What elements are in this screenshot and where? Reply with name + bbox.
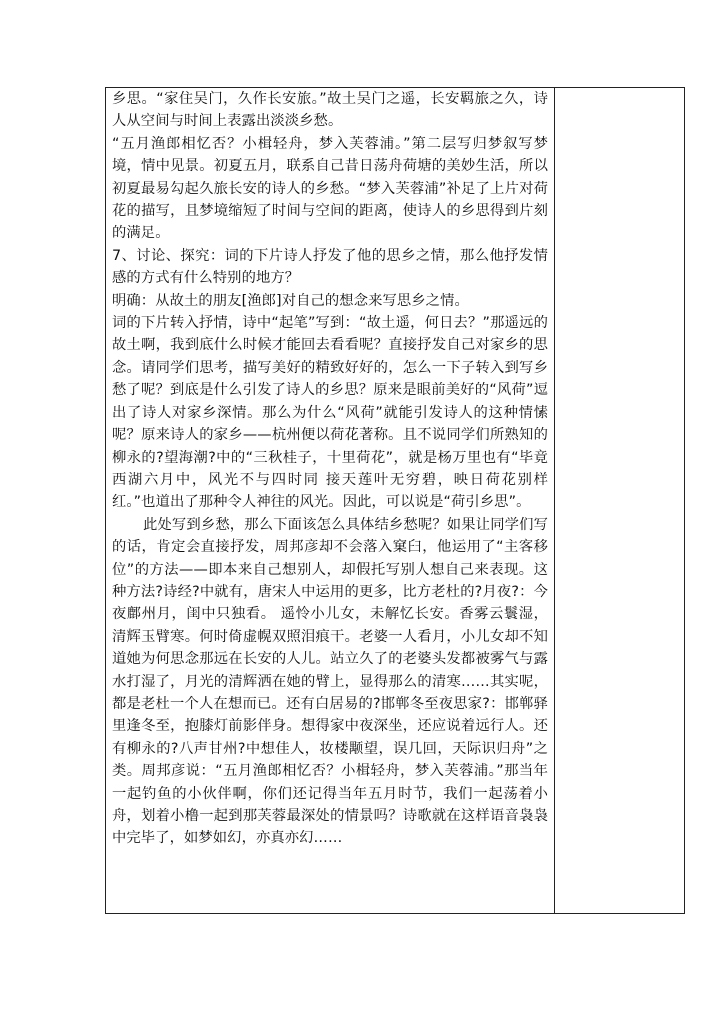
paragraph-4: 明确：从故土的朋友[渔郎]对自己的想念来写思乡之情。 <box>112 292 469 309</box>
notes-cell <box>555 88 684 913</box>
paragraph-2: “五月渔郎相忆否？小楫轻舟，梦入芙蓉浦。”第二层写归梦叙写梦境，情中见景。初夏五月，联系自己昔日荡舟荷塘的美妙生活，所以初夏最易勾起久旅长安的诗人的乡愁。“梦入芙蓉浦”补足了上片对荷花的描写，且梦境缩短了时间与空间的距离，使诗人的乡思得到片刻的满足。 <box>112 135 548 242</box>
lesson-table <box>105 87 685 914</box>
paragraph-5: 词的下片转入抒情，诗中“起笔”写到：“故土遥，何日去？”那遥远的故土啊，我到底什么时候才能回去看看呢？直接抒发自己对家乡的思念。请同学们思考，描写美好的精致好好的，怎么一下子转入到写乡愁了呢？到底是什么引发了诗人的乡思？原来是眼前美好的“风荷”逗出了诗人对家乡深情。那么为什么“风荷”就能引发诗人的这种情愫呢？原来诗人的家乡——杭州便以荷花著称。且不说同学们所熟知的柳永的?望海潮?中的“三秋桂子，十里荷花”，就是杨万里也有“毕竟西湖六月中，风光不与四时同 接天莲叶无穷碧，映日荷花别样红。”也道出了那种令人神往的风光。因此，可以说是“荷引乡思”。 <box>112 315 548 511</box>
paragraph-6: 此处写到乡愁，那么下面该怎么具体结乡愁呢？如果让同学们写的话，肯定会直接抒发，周邦彦却不会落入窠臼，他运用了“主客移位”的方法——即本来自己想别人，却假托写别人想自己来表现。这种方法?诗经?中就有，唐宋人中运用的更多，比方老杜的?月夜?：今夜鄜州月，闺中只独看。 遥怜小儿女，未解忆长安。香雾云鬟湿，清辉玉臂寒。何时倚虚幌双照泪痕干。老婆一人看月，小儿女却不知道她为何思念那远在长安的人儿。站立久了的老婆头发都被雾气与露水打湿了，月光的清辉洒在她的臂上，显得那么的清寒……其实呢，都是老杜一个人在想而已。还有白居易的?邯郸冬至夜思家?：邯郸驿里逢冬至，抱膝灯前影伴身。想得家中夜深坐，还应说着远行人。还有柳永的?八声甘州?中想佳人，妆楼颙望，误几回，天际识归舟”之类。周邦彦说：“五月渔郎相忆否？小楫轻舟，梦入芙蓉浦。”那当年一起钓鱼的小伙伴啊，你们还记得当年五月时节，我们一起荡着小舟，划着小橹一起到那芙蓉最深处的情景吗？诗歌就在这样语音袅袅中完毕了，如梦如幻，亦真亦幻…… <box>112 516 548 847</box>
paragraph-1: 乡思。“家住吴门，久作长安旅。”故土吴门之遥，长安羁旅之久，诗人从空间与时间上表露出淡淡乡愁。 <box>112 91 548 130</box>
paragraph-3: 7、讨论、探究：词的下片诗人抒发了他的思乡之情，那么他抒发情感的方式有什么特别的地方？ <box>112 247 548 287</box>
content-cell <box>112 88 548 850</box>
